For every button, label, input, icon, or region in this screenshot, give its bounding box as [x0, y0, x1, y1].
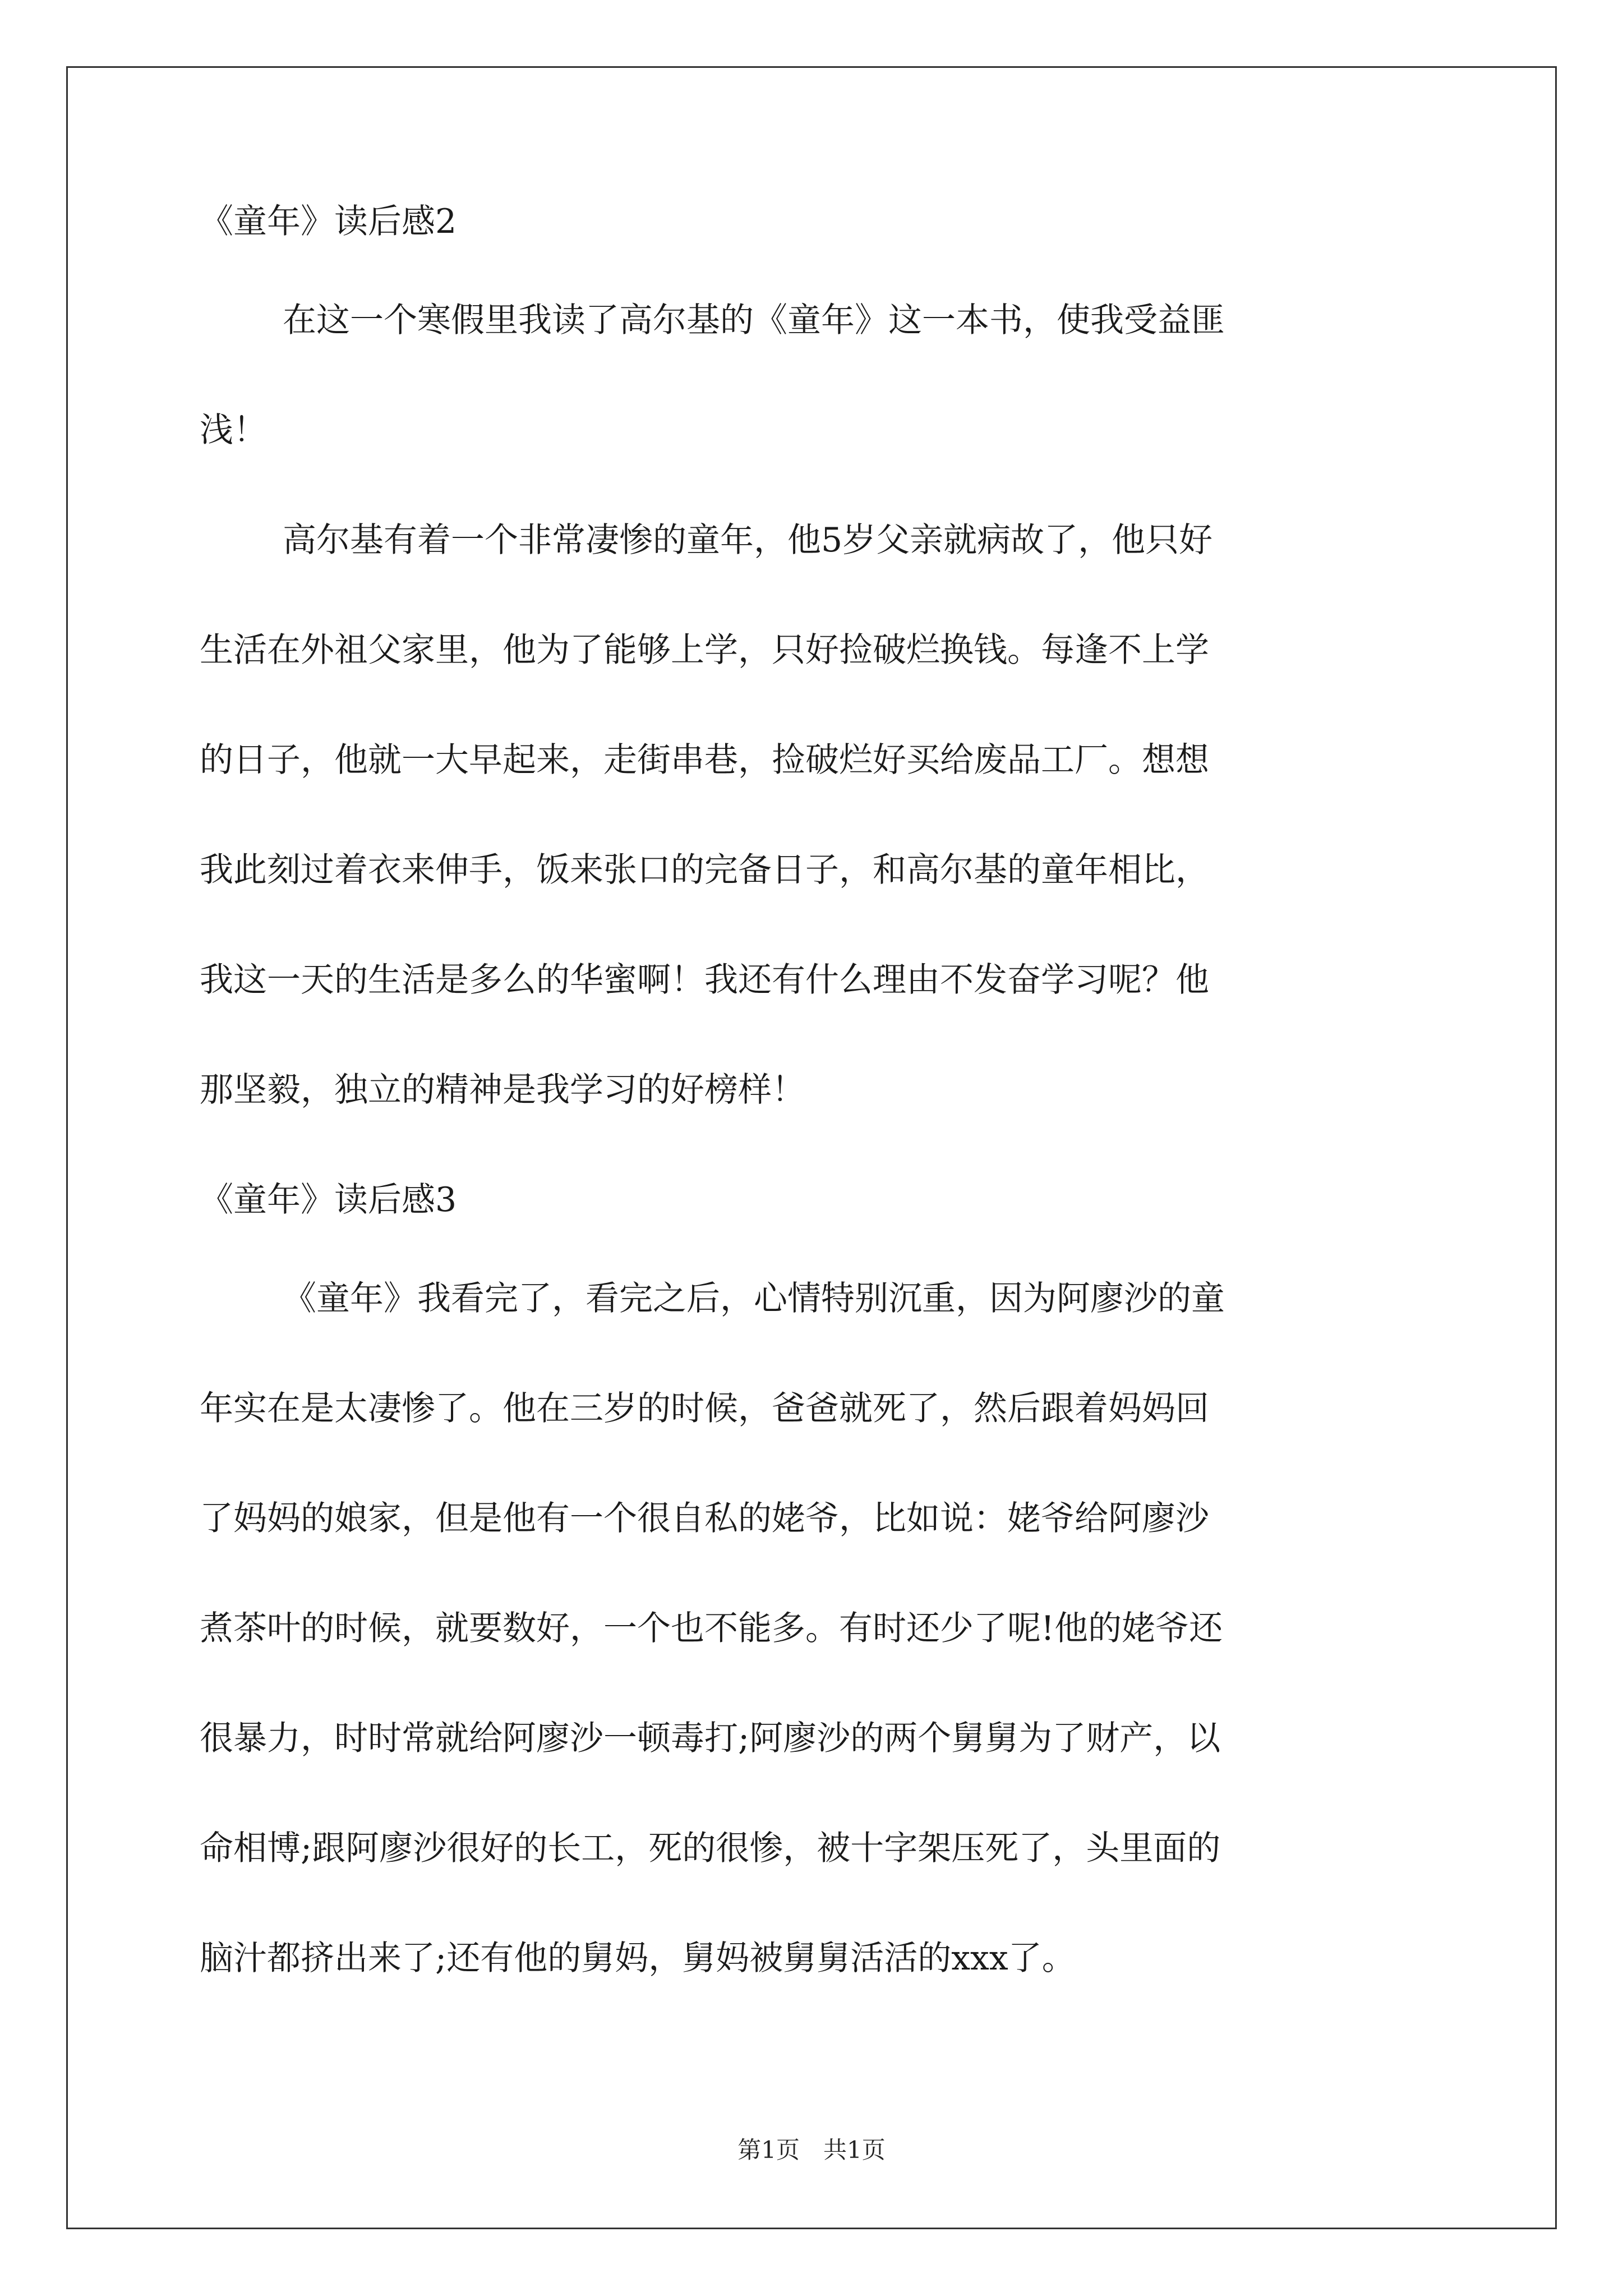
section-title: 《童年》读后感2	[200, 202, 457, 241]
paragraph-line: 《童年》我看完了，看完之后，心情特别沉重，因为阿廖沙的童	[283, 1279, 1225, 1318]
paragraph-line: 在这一个寒假里我读了高尔基的《童年》这一本书，使我受益匪	[283, 301, 1225, 340]
paragraph-line: 年实在是太凄惨了。他在三岁的时候，爸爸就死了，然后跟着妈妈回	[200, 1389, 1209, 1428]
paragraph-line: 煮茶叶的时候，就要数好，一个也不能多。有时还少了呢!他的姥爷还	[200, 1609, 1223, 1648]
paragraph-line: 我此刻过着衣来伸手，饭来张口的完备日子，和高尔基的童年相比，	[200, 850, 1209, 890]
paragraph-line: 浅！	[200, 411, 267, 450]
paragraph-line: 命相博;跟阿廖沙很好的长工，死的很惨，被十字架压死了，头里面的	[200, 1829, 1221, 1868]
paragraph-line: 生活在外祖父家里，他为了能够上学，只好捡破烂换钱。每逢不上学	[200, 631, 1209, 670]
paragraph-line: 的日子，他就一大早起来，走街串巷，捡破烂好买给废品工厂。想想	[200, 740, 1209, 780]
paragraph-line: 很暴力，时时常就给阿廖沙一顿毒打;阿廖沙的两个舅舅为了财产，以	[200, 1719, 1221, 1758]
paragraph-line: 高尔基有着一个非常凄惨的童年，他5岁父亲就病故了，他只好	[283, 521, 1213, 560]
paragraph-line: 那坚毅，独立的精神是我学习的好榜样！	[200, 1070, 805, 1110]
paragraph-line: 了妈妈的娘家，但是他有一个很自私的姥爷，比如说：姥爷给阿廖沙	[200, 1499, 1209, 1538]
document-body	[200, 199, 1433, 2046]
section-title: 《童年》读后感3	[200, 1180, 457, 1220]
paragraph-line: 我这一天的生活是多么的华蜜啊！我还有什么理由不发奋学习呢？他	[200, 960, 1209, 1000]
paragraph-line: 脑汁都挤出来了;还有他的舅妈，舅妈被舅舅活活的xxx了。	[200, 1939, 1076, 1978]
page-footer: 第1页 共1页	[737, 2136, 886, 2164]
